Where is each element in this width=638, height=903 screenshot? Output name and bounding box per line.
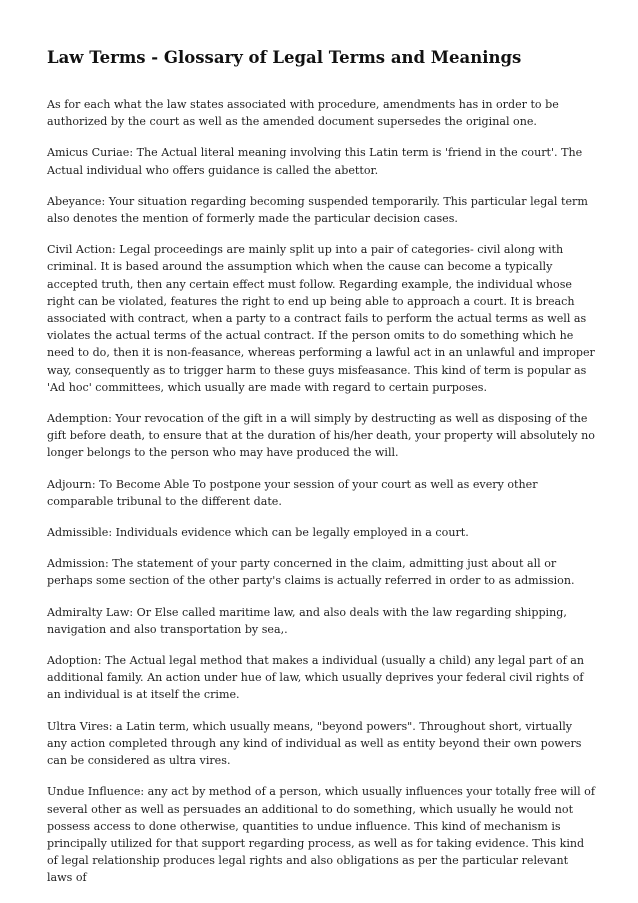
document-page	[47, 46, 595, 901]
paragraph-civil-action: Civil Action: Legal proceedings are mainly split up into a pair of categories- civil along with criminal. It is based around the assumption which when the cause can become a typically accepted truth, then any certain effect must follow. Regarding example, the individual whose right can be violated, features the right to end up being able to approach a court. It is breach associated with contract, when a party to a contract fails to perform the actual terms as well as violates the actual terms of the actual contract. If the person omits to do something which he need to do, then it is non-feasance, whereas performing a lawful act in an unlawful and improper way, consequently as to trigger harm to these guys misfeasance. This kind of term is popular as 'Ad hoc' committees, which usually are made with regard to certain purposes.	[47, 243, 595, 394]
paragraph-admission: Admission: The statement of your party concerned in the claim, admitting just about all or perhaps some section of the other party's claims is actually referred in order to as admission.	[47, 557, 575, 588]
paragraph-intro: As for each what the law states associated with procedure, amendments has in order to be authorized by the court as well as the amended document supersedes the original one.	[47, 98, 559, 129]
paragraph-undue-influence: Undue Influence: any act by method of a person, which usually influences your totally free will of several other as well as persuades an additional to do something, which usually he would not possess access to done otherwise, quantities to undue influence. This kind of mechanism is principally utilized for that support regarding process, as well as for taking evidence. This kind of legal relationship produces legal rights and also obligations as per the particular relevant laws of	[47, 785, 595, 885]
paragraph-ademption: Ademption: Your revocation of the gift in a will simply by destructing as well as disposing of the gift before death, to ensure that at the duration of his/her death, your property will absolutely no longer belongs to the person who may have produced the will.	[47, 412, 595, 460]
paragraph-ultra-vires: Ultra Vires: a Latin term, which usually means, "beyond powers". Throughout short, virtually any action completed through any kind of individual as well as entity beyond their own powers can be considered as ultra vires.	[47, 719, 582, 768]
paragraph-admissible: Admissible: Individuals evidence which can be legally employed in a court.	[47, 526, 469, 540]
paragraph-abeyance: Abeyance: Your situation regarding becoming suspended temporarily. This particular legal term also denotes the mention of formerly made the particular decision cases.	[47, 194, 588, 226]
paragraph-adoption: Adoption: The Actual legal method that makes a individual (usually a child) any legal part of an additional family. An action under hue of law, which usually deprives your federal civil rights of an individual is at itself the crime.	[47, 654, 585, 702]
paragraph-admiralty-law: Admiralty Law: Or Else called maritime law, and also deals with the law regarding shipping, navigation and also transportation by sea,.	[47, 605, 567, 636]
paragraph-adjourn: Adjourn: To Become Able To postpone your session of your court as well as every other comparable tribunal to the different date.	[47, 477, 538, 508]
page-title: Law Terms - Glossary of Legal Terms and Meanings	[47, 48, 522, 67]
paragraph-amicus-curiae: Amicus Curiae: The Actual literal meaning involving this Latin term is 'friend in the court'. The Actual individual who offers guidance is called the abettor.	[47, 146, 583, 177]
